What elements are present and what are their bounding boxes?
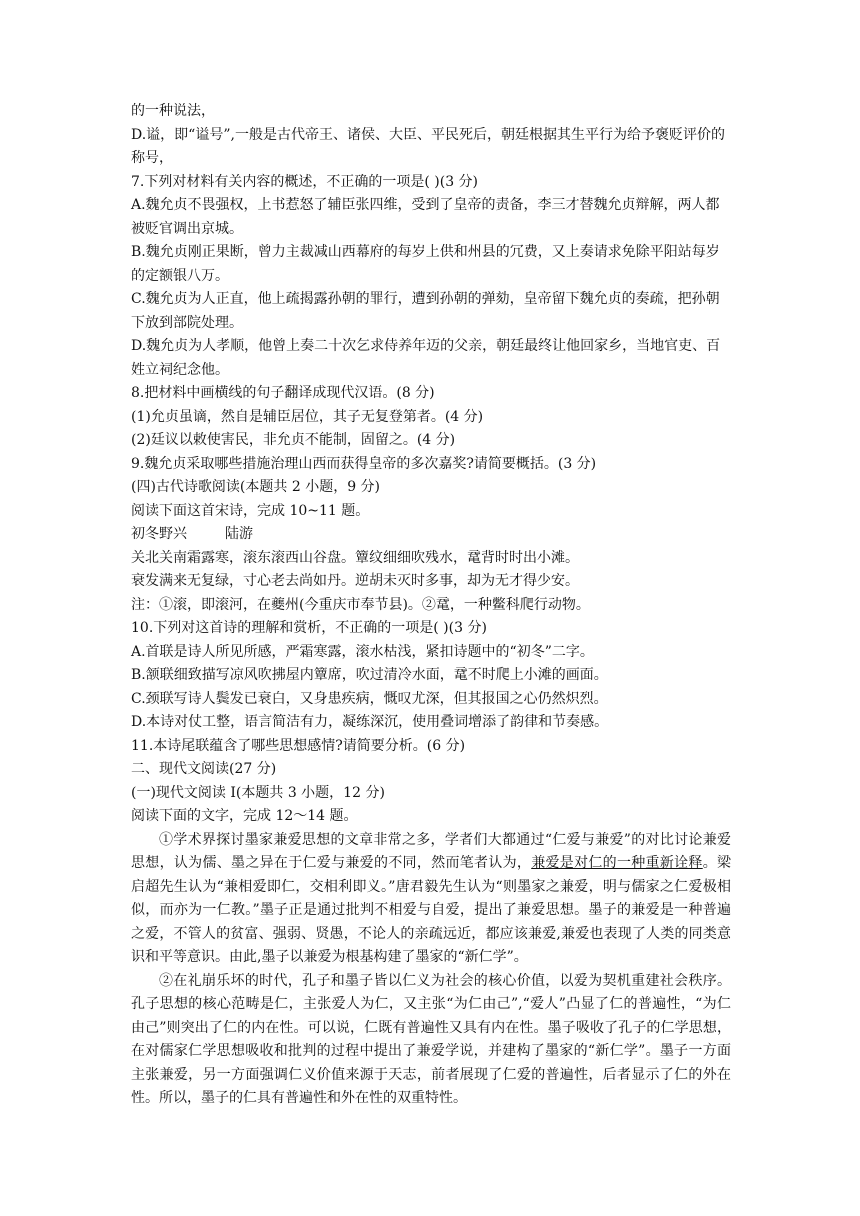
question-11: 11.本诗尾联蕴含了哪些思想感情?请简要分析。(6 分): [131, 737, 466, 754]
q10-option-c: C.颈联写诗人鬓发已衰白，又身患疾病，慨叹尤深，但其报国之心仍然炽烈。: [131, 690, 608, 707]
text-line: 的一种说法，: [131, 103, 215, 119]
q10-option-d: D.本诗对仗工整，语言简洁有力，凝练深沉，使用叠词增添了韵律和节奏感。: [131, 714, 609, 730]
question-9: 9.魏允贞采取哪些措施治理山西而获得皇帝的多次嘉奖?请简要概括。(3 分): [131, 455, 597, 472]
reading-instruction: 阅读下面的文字，完成 12～14 题。: [131, 808, 358, 824]
poem-author: 陆游: [225, 526, 253, 542]
question-8: 8.把材料中画横线的句子翻译成现代汉语。(8 分): [131, 385, 435, 401]
subsection-heading: (一)现代文阅读 I(本题共 3 小题，12 分): [131, 784, 385, 801]
question-10: 10.下列对这首诗的理解和赏析，不正确的一项是( )(3 分): [131, 620, 487, 636]
poem-note: 注：①滚，即滚河，在夔州(今重庆市奉节县)。②鼋，一种鳖科爬行动物。: [131, 596, 590, 613]
q7-option-c: C.魏允贞为人正直，他上疏揭露孙朝的罪行，遭到孙朝的弹劾，皇帝留下魏允贞的奏疏，把孙朝下放到部院处理。: [131, 291, 720, 331]
poem-title: 初冬野兴: [131, 526, 187, 542]
document-body: [131, 100, 731, 1111]
section-heading-poetry: (四)古代诗歌阅读(本题共 2 小题，9 分): [131, 479, 381, 495]
q7-option-a: A.魏允贞不畏强权，上书惹怒了辅臣张四维，受到了皇帝的责备，李三才替魏允贞辩解，两人都被贬官调出京城。: [131, 197, 720, 237]
question-7: 7.下列对材料有关内容的概述，不正确的一项是( )(3 分): [131, 173, 479, 190]
paragraph-1: [131, 829, 731, 970]
poem-line-1: 关北关南霜露寒，滚东滚西山谷盘。簟纹细细吹残水，鼋背时时出小滩。: [131, 549, 579, 566]
paragraph-1-part-b: 。梁启超先生认为“兼相爱即仁，交相利即义。”唐君毅先生认为“则墨家之兼爱，明与儒家之仁爱极相似，而亦为一仁教。”墨子正是通过批判不相爱与自爱，提出了兼爱思想。墨子的兼爱是一种普遍之爱，不管人的贫富、强弱、贤愚，不论人的亲疏远近，都应该兼爱,兼爱也表现了人类的同类意识和平等意识。由此,墨子以兼爱为根基构建了墨家的“新仁学”。: [131, 855, 732, 965]
q10-option-a: A.首联是诗人所见所感，严霜寒露，滚水枯浅，紧扣诗题中的“初冬”二字。: [131, 643, 594, 660]
paragraph-1-part-a: ①学术界探讨墨家兼爱思想的文章非常之多，学者们大都通过“仁爱与兼爱”的对比讨论兼爱思想，认为儒、墨之异在于仁爱与兼爱的不同，然而笔者认为，: [131, 831, 731, 871]
poem-header: [131, 523, 731, 547]
poetry-instruction: 阅读下面这首宋诗，完成 10~11 题。: [131, 502, 370, 519]
paragraph-2: ②在礼崩乐坏的时代，孔子和墨子皆以仁义为社会的核心价值，以爱为契机重建社会秩序。孔子思想的核心范畴是仁，主张爱人为仁，又主张“为仁由己”,“爱人”凸显了仁的普遍性，“为仁由己”则突出了仁的内在性。可以说，仁既有普遍性又具有内在性。墨子吸收了孔子的仁学思想，在对儒家仁学思想吸收和批判的过程中提出了兼爱学说，并建构了墨家的“新仁学”。墨子一方面主张兼爱，另一方面强调仁义价值来源于天志，前者展现了仁爱的普遍性，后者显示了仁的外在性。所以，墨子的仁具有普遍性和外在性的双重特性。: [131, 972, 731, 1106]
section-heading-modern: 二、现代文阅读(27 分): [131, 761, 277, 777]
q7-option-b: B.魏允贞刚正果断，曾力主裁减山西幕府的每岁上供和州县的冗费，又上奏请求免除平阳站每岁的定额银八万。: [131, 244, 720, 284]
underlined-sentence: 兼爱是对仁的一种重新诠释: [531, 855, 703, 871]
poem-line-2: 衰发满来无复绿，寸心老去尚如丹。逆胡未灭时多事，却为无才得少安。: [131, 573, 579, 589]
q8-sub-1: (1)允贞虽谪，然自是辅臣居位，其子无复登第者。(4 分): [131, 408, 484, 425]
option-d-line: D.谥，即“谥号”,一般是古代帝王、诸侯、大臣、平民死后，朝廷根据其生平行为给予褒贬评价的称号，: [131, 126, 725, 166]
q7-option-d: D.魏允贞为人孝顺，他曾上奏二十次乞求侍养年迈的父亲，朝廷最终让他回家乡，当地官吏、百姓立祠纪念他。: [131, 338, 721, 378]
q10-option-b: B.颔联细致描写凉风吹拂屋内簟席，吹过清冷水面，鼋不时爬上小滩的画面。: [131, 667, 608, 683]
q8-sub-2: (2)廷议以敕使害民，非允贞不能制，固留之。(4 分): [131, 432, 456, 448]
